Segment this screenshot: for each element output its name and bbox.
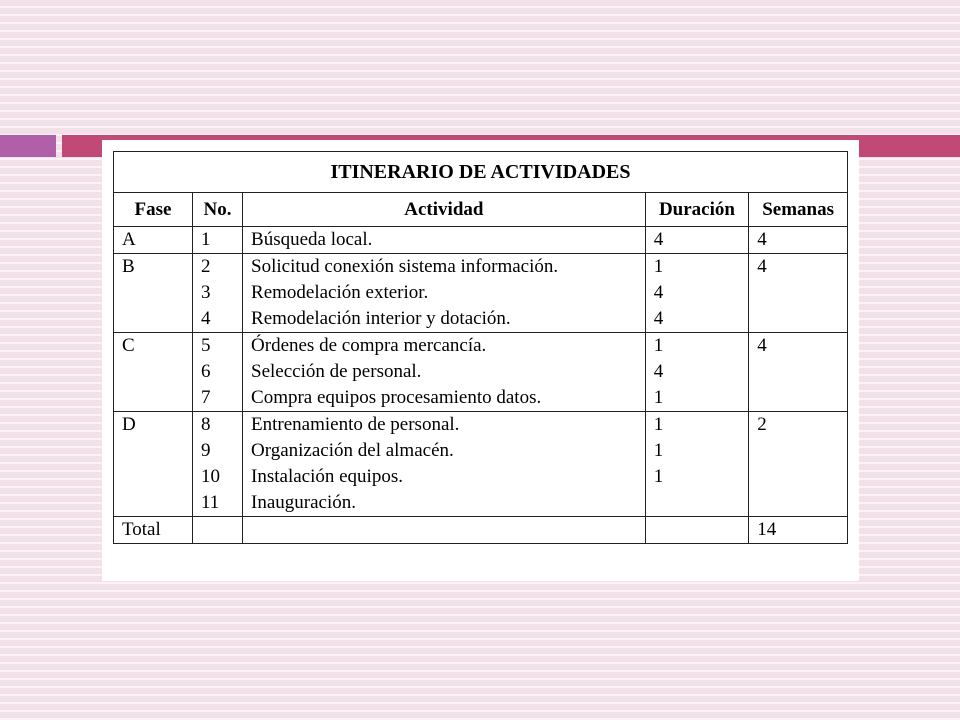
no-cell: 8 9 10 11 xyxy=(192,412,242,517)
itinerary-table xyxy=(113,151,848,544)
duracion-cell: 1 4 4 xyxy=(645,254,748,333)
actividad-cell: Órdenes de compra mercancía. Selección de personal. Compra equipos procesamiento datos. xyxy=(243,333,646,412)
header-actividad: Actividad xyxy=(243,193,646,227)
total-label: Total xyxy=(114,517,193,544)
no-cell: 2 3 4 xyxy=(192,254,242,333)
table-title: ITINERARIO DE ACTIVIDADES xyxy=(114,152,848,193)
duracion-cell: 4 xyxy=(645,227,748,254)
table-row-fase-c xyxy=(114,333,848,412)
duracion-cell: 1 1 1 xyxy=(645,412,748,517)
duracion-cell xyxy=(645,517,748,544)
actividad-cell xyxy=(243,517,646,544)
semanas-cell: 4 xyxy=(749,227,848,254)
semanas-cell: 4 xyxy=(749,333,848,412)
table-row-fase-a xyxy=(114,227,848,254)
no-cell: 5 6 7 xyxy=(192,333,242,412)
semanas-cell: 4 xyxy=(749,254,848,333)
total-semanas: 14 xyxy=(749,517,848,544)
fase-cell: A xyxy=(114,227,193,254)
fase-cell: C xyxy=(114,333,193,412)
fase-cell: B xyxy=(114,254,193,333)
header-duracion: Duración xyxy=(645,193,748,227)
actividad-cell: Solicitud conexión sistema información. Remodelación exterior. Remodelación interior y dotación. xyxy=(243,254,646,333)
duracion-cell: 1 4 1 xyxy=(645,333,748,412)
header-no: No. xyxy=(192,193,242,227)
fase-cell: D xyxy=(114,412,193,517)
semanas-cell: 2 xyxy=(749,412,848,517)
table-row-total xyxy=(114,517,848,544)
slide-accent-square xyxy=(0,135,56,157)
header-semanas: Semanas xyxy=(749,193,848,227)
actividad-cell: Entrenamiento de personal. Organización del almacén. Instalación equipos. Inauguración. xyxy=(243,412,646,517)
table-image-frame xyxy=(102,140,859,581)
table-row-fase-d xyxy=(114,412,848,517)
header-fase: Fase xyxy=(114,193,193,227)
actividad-cell: Búsqueda local. xyxy=(243,227,646,254)
table-row-fase-b xyxy=(114,254,848,333)
no-cell: 1 xyxy=(192,227,242,254)
no-cell xyxy=(192,517,242,544)
